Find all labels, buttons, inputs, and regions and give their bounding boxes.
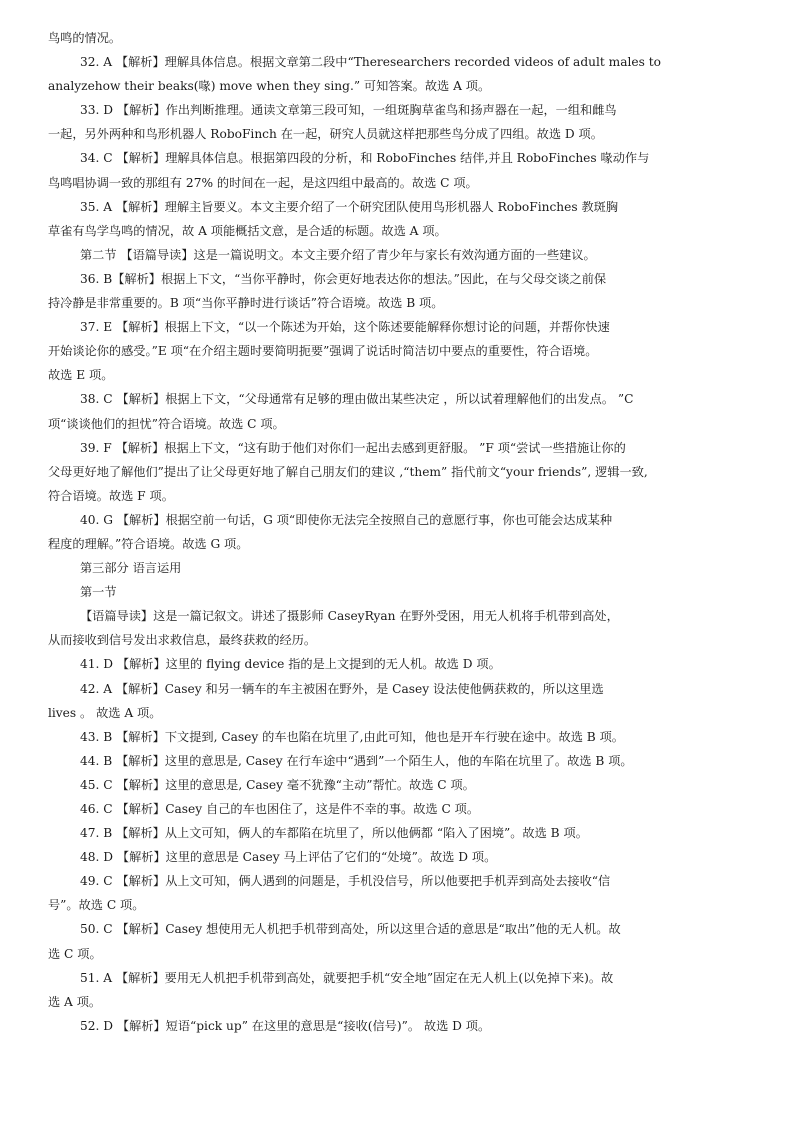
text-line: 一起，另外两种和鸟形机器人 RoboFinch 在一起，研究人员就这样把那些鸟分成了四组。故选 D 项。 — [48, 127, 603, 142]
text-line: 43. B 【解析】下文提到, Casey 的车也陷在坑里了,由此可知，他也是开车行驶在途中。故选 B 项。 — [80, 729, 624, 744]
text-line: 父母更好地了解他们”提出了让父母更好地了解自己朋友们的建议 ,“them” 指代前文“your friends”, 逻辑一致, — [48, 464, 648, 479]
text-line: 39. F 【解析】根据上下文，“这有助于他们对你们一起出去感到更舒服。 ”F 项“尝试一些措施让你的 — [80, 440, 626, 455]
text-line: 第二节 【语篇导读】这是一篇说明文。本文主要介绍了青少年与家长有效沟通方面的一些建议。 — [80, 247, 596, 262]
text-line: 35. A 【解析】理解主旨要义。本文主要介绍了一个研究团队使用鸟形机器人 RoboFinches 教斑胸 — [80, 199, 619, 214]
text-line: 故选 E 项。 — [48, 368, 114, 383]
text-line: 40. G 【解析】根据空前一句话，G 项“即使你无法完全按照自己的意愿行事，你也可能会达成某种 — [80, 512, 613, 527]
text-line: 52. D 【解析】短语“pick up” 在这里的意思是“接收(信号)”。 故选 D 项。 — [80, 1018, 491, 1033]
text-line: 【语篇导读】这是一篇记叙文。讲述了摄影师 CaseyRyan 在野外受困，用无人机将手机带到高处， — [80, 609, 619, 624]
text-line: 选 A 项。 — [48, 994, 102, 1009]
text-line: 第三部分 语言运用 — [80, 561, 182, 576]
text-line: 第一节 — [80, 585, 117, 600]
text-line: lives 。 故选 A 项。 — [48, 705, 162, 720]
text-line: 49. C 【解析】从上文可知，俩人遇到的问题是，手机没信号，所以他要把手机弄到高处去接收“信 — [80, 874, 611, 889]
text-line: analyzehow their beaks(喙) move when they sing.” 可知答案。故选 A 项。 — [48, 79, 491, 94]
text-line: 34. C 【解析】理解具体信息。根据第四段的分析，和 RoboFinches 结伴,并且 RoboFinches 喙动作与 — [80, 151, 650, 166]
text-line: 符合语境。故选 F 项。 — [48, 488, 174, 503]
text-line: 草雀有鸟学鸟鸣的情况，故 A 项能概括文意，是合适的标题。故选 A 项。 — [48, 223, 447, 238]
text-line: 从而接收到信号发出求救信息，最终获救的经历。 — [48, 633, 317, 648]
text-line: 33. D 【解析】作出判断推理。通读文章第三段可知，一组斑胸草雀鸟和扬声器在一起，一组和雌鸟 — [80, 103, 617, 118]
text-line: 开始谈论你的感受。”E 项“在介绍主题时要简明扼要”强调了说话时简洁切中要点的重要性，符合语境。 — [48, 344, 598, 359]
text-line: 45. C 【解析】这里的意思是, Casey 毫不犹豫“主动”帮忙。故选 C 项。 — [80, 777, 475, 792]
text-line: 37. E 【解析】根据上下文，“以一个陈述为开始，这个陈述要能解释你想讨论的问题，并帮你快速 — [80, 320, 610, 335]
text-line: 47. B 【解析】从上文可知，俩人的车都陷在坑里了，所以他俩都 “陷入了困境”。故选 B 项。 — [80, 826, 588, 841]
text-line: 44. B 【解析】这里的意思是, Casey 在行车途中“遇到”一个陌生人，他的车陷在坑里了。故选 B 项。 — [80, 753, 633, 768]
text-line: 鸟鸣唱协调一致的那组有 27% 的时间在一起，是这四组中最高的。故选 C 项。 — [48, 175, 478, 190]
text-line: 46. C 【解析】Casey 自己的车也困住了，这是件不幸的事。故选 C 项。 — [80, 802, 480, 816]
text-line: 32. A 【解析】理解具体信息。根据文章第二段中“Theresearchers recorded videos of adult males to — [80, 55, 661, 70]
text-line: 51. A 【解析】要用无人机把手机带到高处，就要把手机“安全地”固定在无人机上(以免掉下来)。故 — [80, 970, 614, 985]
text-line: 持冷静是非常重要的。B 项“当你平静时进行谈话”符合语境。故选 B 项。 — [48, 296, 444, 311]
text-line: 38. C 【解析】根据上下文，“父母通常有足够的理由做出某些决定 ，所以试着理解他们的出发点。 ”C — [80, 392, 634, 407]
text-line: 50. C 【解析】Casey 想使用无人机把手机带到高处，所以这里合适的意思是“取出”他的无人机。故 — [80, 922, 621, 937]
text-line: 48. D 【解析】这里的意思是 Casey 马上评估了它们的“处境”。故选 D 项。 — [80, 850, 497, 865]
text-line: 程度的理解。”符合语境。故选 G 项。 — [48, 536, 249, 551]
text-line: 选 C 项。 — [48, 946, 102, 961]
text-line: 号”。故选 C 项。 — [48, 898, 145, 913]
text-line: 36. B【解析】根据上下文，“当你平静时，你会更好地表达你的想法。”因此，在与父母交谈之前保 — [80, 271, 607, 286]
text-line: 41. D 【解析】这里的 flying device 指的是上文提到的无人机。故选 D 项。 — [80, 657, 501, 672]
text-line: 项“谈谈他们的担忧”符合语境。故选 C 项。 — [48, 416, 285, 431]
text-line: 鸟鸣的情况。 — [48, 31, 122, 45]
text-line: 42. A 【解析】Casey 和另一辆车的车主被困在野外，是 Casey 设法使他俩获救的，所以这里选 — [80, 681, 604, 696]
